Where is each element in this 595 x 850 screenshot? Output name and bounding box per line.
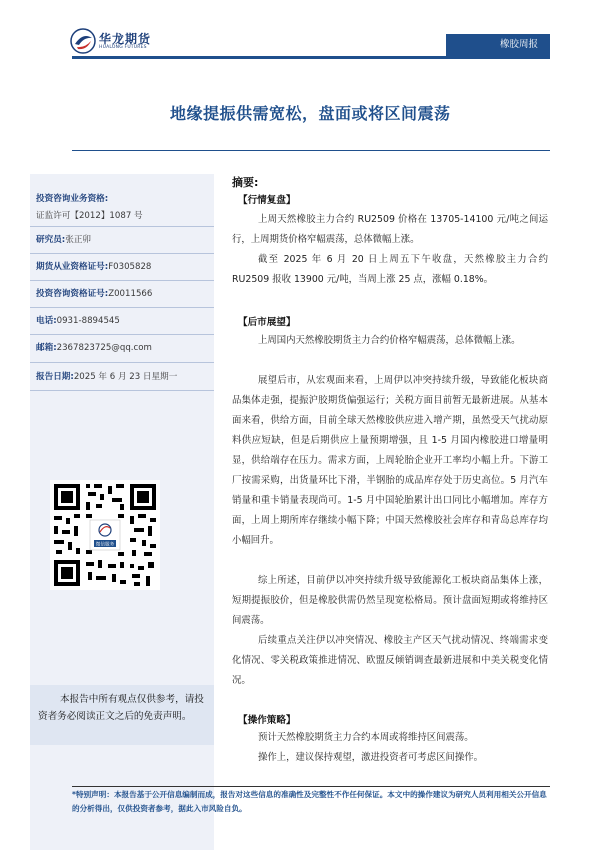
outlook-paragraph-1: 上周国内天然橡胶期货主力合约价格窄幅震荡，总体微幅上涨。	[258, 335, 521, 346]
section-heading-strategy: 【操作策略】	[238, 715, 296, 726]
info-divider	[30, 226, 214, 227]
header-divider	[72, 56, 550, 59]
review-paragraph-2: 截至 2025 年 6 月 20 日上周五下午收盘，天然橡胶主力合约 RU2509 报收 13900 元/吨，当周上涨 25 点，涨幅 0.18%。	[232, 254, 548, 285]
researcher: 研究员:张正卯	[36, 235, 92, 245]
email: 邮箱:2367823725@qq.com	[36, 343, 152, 353]
advisory-cert: 投资咨询资格证号:Z0011566	[36, 289, 153, 299]
info-divider	[30, 390, 214, 391]
qualification-value: 证监许可【2012】1087 号	[36, 211, 143, 221]
wechat-qr-code	[50, 480, 160, 590]
disclaimer-box	[30, 685, 214, 745]
abstract-label: 摘要:	[232, 176, 259, 189]
company-subname: HUALONG FUTURES	[99, 45, 147, 50]
logo-swirl-icon	[70, 28, 96, 54]
futures-cert: 期货从业资格证号:F0305828	[36, 262, 152, 272]
info-divider	[30, 253, 214, 254]
outlook-paragraph-2: 展望后市，从宏观面来看，上周伊以冲突持续升级，导致能化板块商品集体走强，提振沪胶期货偏强运行；关税方面目前暂无最新进展。从基本面来看，供给方面，目前全球天然橡胶供应进入增产期，虽然受天气扰动原料供应短缺，但是后期供应上量预期增强，且 1-5 月国内橡胶进口增量明显，供给端存在压力。需求方面，上周轮胎企业开工率均小幅上升。下游工厂按需采购，出货量环比下滑，半钢胎的成品库存处于历史高位。5 月汽车销量和重卡销量表现尚可。1-5 月中国轮胎累计出口同比小幅增加。库存方面，上周上期所库存继续小幅下降；中国天然橡胶社会库存和青岛总库存均小幅回升。	[232, 375, 548, 546]
section-heading-outlook: 【后市展望】	[238, 317, 296, 328]
company-name: 华龙期货	[99, 32, 152, 46]
report-type-tag: 橡胶周报	[446, 34, 550, 56]
footer-divider	[72, 786, 550, 787]
strategy-paragraph-1: 预计天然橡胶期货主力合约本周或将维持区间震荡。	[258, 732, 474, 743]
outlook-paragraph-3: 综上所述，目前伊以冲突持续升级导致能源化工板块商品集体上涨，短期提振胶价，但是橡胶供需仍然呈现宽松格局。预计盘面短期或将维持区间震荡。	[232, 575, 548, 626]
qualification-label: 投资咨询业务资格:	[36, 194, 109, 204]
disclaimer-text: 本报告中所有观点仅供参考，请投资者务必阅读正文之后的免责声明。	[38, 694, 204, 722]
special-statement: *特别声明：本报告基于公开信息编制而成，报告对这些信息的准确性及完整性不作任何保证。本文中的操作建议为研究人员利用相关公开信息的分析得出，仅供投资者参考，据此入市风险自负。	[72, 790, 547, 813]
review-paragraph-1: 上周天然橡胶主力合约 RU2509 价格在 13705-14100 元/吨之间运行，上周期货价格窄幅震荡，总体微幅上涨。	[232, 214, 548, 245]
outlook-paragraph-4: 后续重点关注伊以冲突情况、橡胶主产区天气扰动情况、终端需求变化情况、零关税政策推进情况、欧盟反倾销调查最新进展和中美关税变化情况。	[232, 635, 548, 686]
info-divider	[30, 362, 214, 363]
phone: 电话:0931-8894545	[36, 316, 120, 326]
info-divider	[30, 307, 214, 308]
report-date: 报告日期:2025 年 6 月 23 日星期一	[36, 372, 178, 382]
title-divider	[72, 150, 550, 151]
company-logo	[70, 26, 160, 56]
qr-center-label: 微信服务	[95, 542, 115, 548]
strategy-paragraph-2: 操作上，建议保持观望，激进投资者可考虑区间操作。	[258, 752, 484, 763]
info-divider	[30, 334, 214, 335]
info-divider	[30, 280, 214, 281]
section-heading-review: 【行情复盘】	[238, 195, 296, 206]
report-title: 地缘提振供需宽松，盘面或将区间震荡	[170, 104, 451, 123]
